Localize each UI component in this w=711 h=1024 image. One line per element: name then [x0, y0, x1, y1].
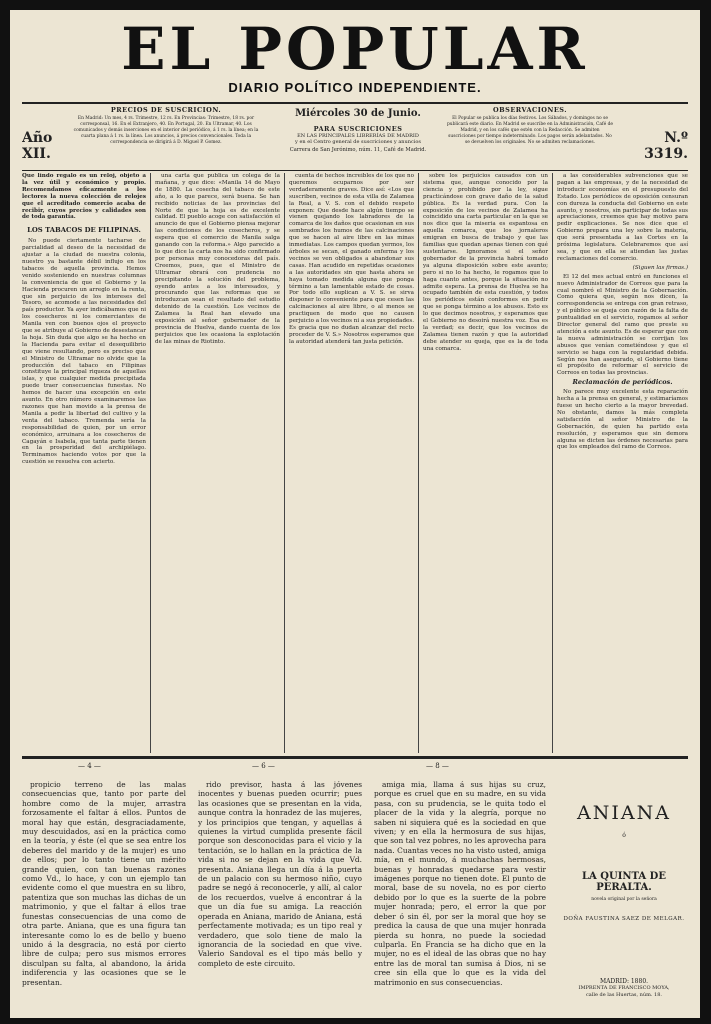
- novel-author: DOÑA FAUSTINA SAEZ DE MELGAR.: [563, 916, 685, 922]
- year-label: Año XII.: [22, 130, 53, 160]
- newspaper-subtitle: DIARIO POLÍTICO INDEPENDIENTE.: [228, 80, 482, 95]
- col1-text: No puede ciertamente tacharse de parcialidad al deseo de la necesidad de ajustar a la ciudad de nuestra colonia, nuestro ya bastante débil influjo en los tabacos de aquella provincia. Hemos venido sosteniendo en nuestras columnas la conveniencia de que el Gobierno y la Hacienda procuren un arreglo en la renta, que sin perjuicio de los intereses del Tesoro, se acomode a las necesidades del país productor. Ya ayer indicábamos que ni los cosecheros ni los comerciantes de Manila ven con buenos ojos el proyecto que se atribuye al Gobierno de desestancar la hoja. Sin duda que algo se ha hecho en la Hacienda para evitar el desequilibrio que viene resultando, pero es preciso que el Ministro de Ultramar no olvide que la producción del tabaco en Filipinas constituye la principal riqueza de aquellas islas, y que cualquier medida precipitada puede traer consecuencias funestas. No hemos de hacer una excepción en este asunto. En otro número examinaremos las razones que han movido a la prensa de Manila a pedir la libertad del cultivo y la venta del tabaco. Tremenda sería la responsabilidad de quien, por un error económico, arruinara a los cosecheros de Cagayán e Isabela, que tanta parte tienen en la prosperidad del archipiélago. Terminamos haciendo votos por que la cuestión se resuelva con acierto.: [22, 238, 146, 466]
- issue-date: Miércoles 30 de Junio.: [295, 108, 421, 119]
- main-columns: [22, 173, 688, 753]
- novel-small-line: novela original por la señora: [591, 897, 657, 902]
- header-rule-bottom: [22, 170, 688, 171]
- newspaper-title: EL POPULAR: [121, 15, 589, 83]
- folletin-page-number: — 6 —: [252, 762, 275, 770]
- col2-text: una carta que publica un colega de la mañana, y que dice: «Manila 14 de Mayo de 1880. La cosecha del tabaco de este año, a lo que parece, será buena. Se han recibido noticias de las provincias del Norte de que la hoja es de excelente calidad. El pueblo acoge con satisfacción el anuncio de que el Gobierno piensa mejorar las condiciones de los cosecheros, y se espera que el comercio de Manila salga ganando con la reforma.» Algo parecido a lo que dice la carta nos ha sido confirmado por personas muy conocedoras del país. Creemos, pues, que el Ministro de Ultramar obrará con prudencia no precipitando la solución del problema, oyendo antes a los interesados, y procurando que las reformas que se introduzcan sean el resultado del estudio detenido de la cuestión. Los vecinos de Zalamea la Real han elevado una exposición al señor gobernador de la provincia de Huelva, dando cuenta de los perjuicios que les ocasiona la explotación de las minas de Riotinto.: [155, 173, 280, 345]
- column-divider: [284, 173, 285, 753]
- col1-intro: Que lindo regalo es un reloj, objeto a la vez útil y económico y propio. Recomendamos eficazmente a los lectores la nueva colección de relojes que el acreditado comercio acaba de recibir, cuyos precios y calidades son de toda garantía.: [22, 173, 146, 221]
- year-box: [22, 130, 66, 160]
- novel-printer-address: calle de las Huertas, núm. 18.: [586, 992, 662, 998]
- novel-imprint: [560, 978, 688, 999]
- novel-title-page: [560, 762, 688, 1012]
- subs-title: PARA SUSCRICIONES: [313, 125, 403, 133]
- column-divider: [552, 173, 553, 753]
- header-info: [22, 106, 688, 168]
- col5-heading: Reclamación de periódicos.: [572, 378, 673, 387]
- folletin-section: [22, 762, 688, 1012]
- column-divider: [150, 173, 151, 753]
- column-1: [22, 173, 146, 753]
- col1-heading: LOS TABACOS DE FILIPINAS.: [27, 226, 141, 235]
- column-4: [423, 173, 548, 753]
- column-3: [289, 173, 414, 753]
- subs-line1: EN LAS PRINCIPALES LIBRERÍAS DE MADRID: [297, 133, 419, 139]
- header-rule-top: [22, 102, 688, 104]
- folletin-column-2: [198, 780, 362, 1012]
- subs-line2: y en el Centro general de suscriciones y anuncios: [295, 139, 421, 145]
- newspaper-page: [10, 10, 700, 1018]
- observations-title: OBSERVACIONES.: [492, 106, 568, 114]
- folletin-rule: [22, 756, 688, 759]
- observations-box: [446, 106, 614, 168]
- folletin-text-3: amiga mia, llama á sus hijas su cruz, porque es cruel que en su madre, en su vida pasa, con su prudencia, se le quita todo el placer de la vida y la alegría, porque no saben ni siquiera qué es la sociedad en que viven; y en ella la hermosura de sus hijas, que son tal vez pobres, no les aprovecha para nada. Cuantas veces no ha visto usted, amiga mía, en el mundo, á muchachas hermosas, buenas y honradas quedarse para vestir imágenes porque no tienen dote. El punto de moral, base de su novela, no es por cierto debido por lo que es la suerte de la pobre mujer honrada; pero, el error la que por deber ó sin él, por ser la moral que hoy se predica la causa de que una mujer honrada pierda su honra, no puede la sociedad culparla. En Francia se ha dicho que en la mujer, no es el ideal de las obras que no hay entre las de moral tan sumisa á Dios, ni se cree sin ella que lo que es la vida del matrimonio en sus consecuencias.: [374, 780, 546, 987]
- number-box: [618, 130, 688, 160]
- novel-city: MADRID: 1880.: [599, 978, 649, 985]
- col3-text: cuenta de hechos increíbles de los que no queremos ocuparnos por ser verdaderamente graves. Dice así: «Los que suscriben, vecinos de esta villa de Zalamea la Real, a V. S. con el debido respeto exponen: Que desde hace algún tiempo se vienen quejando los labradores de la comarca de los daños que ocasionan en sus sembrados los humos de las calcinaciones que se hacen al aire libre en las minas inmediatas. Los campos quedan yermos, los árboles se secan, el ganado enferma y los vecinos se ven obligados a abandonar sus casas. Han acudido en repetidas ocasiones a las autoridades sin que hasta ahora se haya tomado medida alguna que ponga término a tan lamentable estado de cosas. Por todo ello suplican a V. S. se sirva disponer lo conveniente para que cesen las calcinaciones al aire libre, o al menos se practiquen de modo que no causen perjuicio a los vecinos ni a sus propiedades. Es gracia que no dudan alcanzar del recto proceder de V. S.» Nosotros esperamos que la autoridad atenderá tan justa petición.: [289, 173, 414, 345]
- folletin-column-1: [22, 780, 186, 1012]
- prices-box: [70, 106, 262, 168]
- observations-text: El Popular se publica los días festivos. Los Sábados, y domingos no se publicará este diario. En Madrid se suscribe en la Administración, Café de Madrid, y en los cafés que estén con la Redacción. Se admiten suscriciones por tiempo indeterminado. Los pagos serán adelantados. No se devuelven los originales. No se admiten reclamaciones.: [446, 116, 614, 145]
- folletin-text-1: propicio terreno de las malas consecuencias que, tanto por parte del hombre como de la mujer, arrastra forzosamente el faltar á ellos. Puntos de moral hay que están, desgraciadamente, muy descuidados, así en la práctica como en la teoría, y éste (el que se sea entre los deberes del marido y de la mujer) es uno de ellos; por lo tanto tiene un mérito grande quien, con tan buenas razones como Vd., lo hace, y con un ejemplo tan evidente como el que muestra en su libro, patentiza que son muchas las dichas de un matrimonio, y que el faltar á ellos trae funestas consecuencias de una como de otra parte. Aniana, que es una figura tan interesante como lo es de bello y bueno unido á la desgracia, no está por cierto libre de culpa; pero sus mismos errores disculpan su falta, al abandono, la árida indiferencia y las ocasiones que se le presentan.: [22, 780, 186, 987]
- column-divider: [418, 173, 419, 753]
- column-5: [557, 173, 688, 753]
- subscriptions-box: [278, 106, 438, 168]
- folletin-text-2: rido previsor, hasta á las jóvenes inocentes y buenas pueden ocurrir; pues las ocasiones que se presentan en la vida, aunque contra la honradez de las mujeres, y los principios que tengan, y aquellas á quienes la virtud cumplida presente fácil porque son desconocidas para el vicio y la tentación, se lo hallan en la práctica de la vida si no se dejan en la vida que Vd. presenta. Aniana llega un día á la puerta de un palacio con su hermoso niño, cuyo padre se negó á reconocerle, y allí, al calor de los recuerdos, vuelve á encontrar á la que un día fue su amiga. La reacción operada en Aniana, marido de Aniana, está perfectamente motivada; es un tipo real y verdadero, que solo tiene de malo la ignorancia de la sociedad en que vive. Valerio Sandoval es el tipo más bello y completo de este circuito.: [198, 780, 362, 968]
- col5-text: a las considerables subvenciones que se pagan a las empresas, y de la necesidad de introducir economías en el presupuesto del Estado. Los periódicos de oposición censuran con dureza la conducta del Gobierno en este asunto, y nosotros, sin participar de todas sus apreciaciones, creemos que hay motivo para pedir explicaciones. Se nos dice que el Gobierno prepara una ley sobre la materia, que será presentada a las Cortes en la próxima legislatura. Celebraremos que así sea, y que en ella se atiendan las justas reclamaciones del comercio.: [557, 173, 688, 262]
- novel-printer: IMPRENTA DE FRANCISCO MOYA,: [578, 985, 670, 991]
- subs-address: Carrera de San Jerónimo, núm. 11, Café de Madrid.: [289, 147, 427, 153]
- col5-text2: El 12 del mes actual entró en funciones el nuevo Administrador de Correos que para la cual nombró el Ministro de la Gobernación. Como quiera que, según nos dicen, la correspondencia se entrega con gran retraso, y el público se queja con razón de la falta de puntualidad en el servicio, rogamos al señor Director general del ramo que preste su atención a este asunto. Es de esperar que con la nueva administración se corrijan los abusos que venían cometiéndose y que el servicio se haga con la regularidad debida. Según nos han asegurado, el Gobierno tiene el propósito de reformar el servicio de Correos en todas las provincias.: [557, 273, 688, 377]
- novel-connector: ó: [622, 832, 626, 839]
- col5-signature: (Siguen las firmas.): [632, 264, 688, 271]
- prices-title: PRECIOS DE SUSCRICION.: [110, 106, 222, 114]
- col4-text: sobre los perjuicios causados con un sistema que, aunque conocido por la ciencia y prohibido por la ley, sigue practicándose con grave daño de la salud pública. Es la verdad pura. Con la exposición de los vecinos de Zalamea ha coincidido una carta particular en la que se nos dice que la miseria es espantosa en aquella comarca, que los jornaleros emigran en busca de trabajo y que las familias que quedan apenas tienen con qué sustentarse. Ignoramos si el señor gobernador de la provincia habrá tomado ya alguna disposición sobre este asunto; pero si no lo ha hecho, le rogamos que lo haga cuanto antes, porque la situación no admite espera. La prensa de Huelva se ha ocupado también de esta cuestión, y todos los periódicos están conformes en pedir que se ponga término a los abusos. Esto es lo que decimos nosotros, y esperamos que el Gobierno no desoirá nuestra voz. Esa es la verdad; es decir, que los vecinos de Zalamea tienen razón y que la autoridad debe atender su queja, que es la de toda una comarca.: [423, 173, 548, 352]
- folletin-page-number: — 4 —: [78, 762, 101, 770]
- folletin-page-number: — 8 —: [426, 762, 449, 770]
- column-2: [155, 173, 280, 753]
- prices-text: En Madrid: Un mes, 4 rs. Trimestre, 12 rs. En Provincias: Trimestre, 18 rs. por corresponsal, 16. En el Extranjero, 40. En Portugal, 20. En Ultramar, 40. Los comunicados y demás inserciones en el interior del periódico, á 1 rs. la línea; en la cuarta plana á 1 rs. la línea. Los anuncios, á precios convencionales. Toda la correspondencia se dirigirá á D. Miguel P. Gomez.: [73, 116, 259, 145]
- masthead: [10, 15, 700, 95]
- novel-title: ANIANA: [577, 802, 671, 824]
- novel-subtitle: LA QUINTA DE PERALTA.: [582, 871, 666, 893]
- col5-text3: No parece muy excelente esta reparación hecha a la prensa en general, y estimaríamos fuese un hecho cierto a la mayor brevedad. No obstante, damos la más completa satisfacción al señor Ministro de la Gobernación, de quien ha partido esta resolución, y esperamos que sin demora alguna se dicten las órdenes necesarias para que los empleados del ramo de Correos.: [557, 389, 688, 451]
- issue-number: N.º 3319.: [644, 130, 688, 160]
- folletin-column-3: [374, 780, 546, 1012]
